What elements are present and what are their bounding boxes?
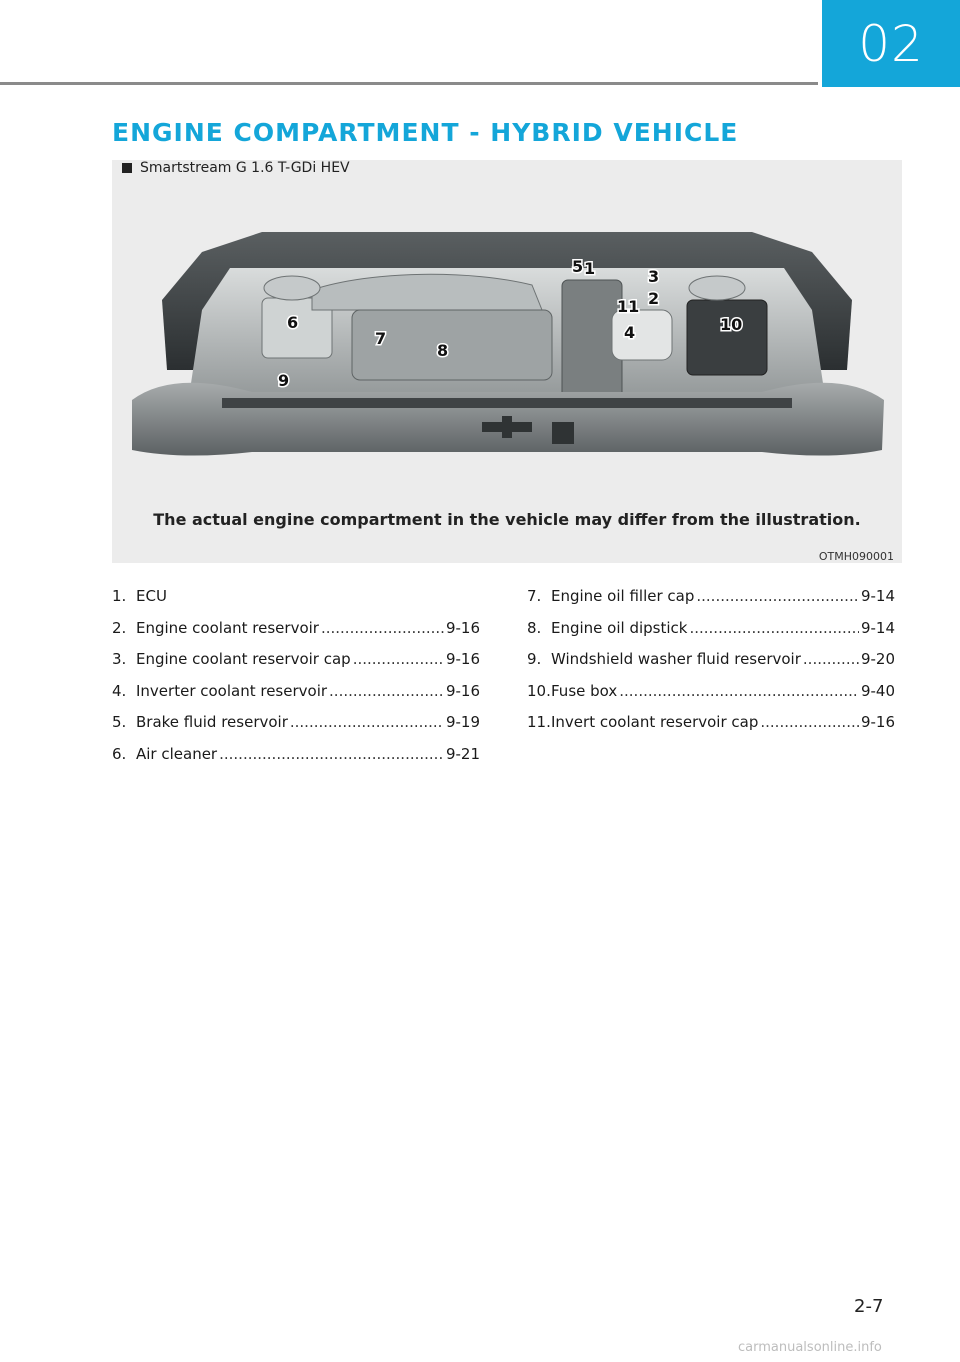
callout-label: 5 — [572, 257, 584, 276]
header-rule — [0, 82, 818, 85]
callout-label: 1 — [584, 259, 596, 278]
list-item — [112, 587, 480, 619]
watermark: carmanualsonline.info — [738, 1340, 882, 1355]
dot-leader — [290, 713, 444, 731]
item-page: 9-19 — [445, 713, 480, 731]
parts-list-left — [112, 587, 480, 776]
item-name: Air cleaner — [136, 744, 218, 763]
fuse-box — [687, 300, 767, 375]
item-name: Invert coolant reservoir cap — [551, 713, 759, 731]
callout-label: 4 — [624, 323, 636, 342]
dot-leader — [219, 745, 444, 763]
engine-figure — [112, 160, 902, 563]
item-page: 9-21 — [445, 744, 480, 763]
item-number: 9. — [527, 650, 542, 668]
item-number: 10. — [527, 681, 551, 700]
list-item — [527, 619, 895, 651]
item-name: ECU — [136, 587, 167, 605]
dot-leader — [329, 682, 444, 700]
list-item — [112, 745, 480, 777]
dot-leader — [321, 619, 444, 637]
callout-label: 10 — [720, 315, 743, 334]
item-name: Engine coolant reservoir cap — [136, 650, 351, 668]
item-name: Engine oil filler cap — [551, 587, 695, 605]
list-item — [112, 650, 480, 682]
coolant-reservoir — [612, 310, 672, 360]
list-item — [527, 650, 895, 682]
item-number: 7. — [527, 587, 542, 605]
item-number: 4. — [112, 681, 127, 700]
section-title: ENGINE COMPARTMENT - HYBRID VEHICLE — [112, 118, 739, 147]
item-name: Inverter coolant reservoir — [136, 681, 328, 700]
item-name: Engine coolant reservoir — [136, 618, 319, 637]
item-number: 3. — [112, 650, 127, 668]
radiator-support — [222, 398, 792, 408]
item-page: 9-14 — [860, 587, 895, 605]
dot-leader — [803, 650, 859, 668]
item-name: Fuse box — [551, 681, 618, 700]
callout-label: 11 — [617, 297, 640, 316]
list-item — [112, 619, 480, 651]
list-item — [527, 713, 895, 745]
chapter-tab: 02 — [822, 0, 960, 87]
item-number: 6. — [112, 744, 127, 763]
figure-caption: The actual engine compartment in the vehicle may differ from the illustration. — [153, 510, 861, 529]
item-page: 9-16 — [445, 681, 480, 700]
parts-list-right — [527, 587, 895, 745]
right-strut-tower — [689, 276, 745, 300]
item-number: 5. — [112, 713, 127, 731]
item-page: 9-16 — [445, 650, 480, 668]
item-name: Windshield washer fluid reservoir — [551, 650, 801, 668]
list-item — [112, 713, 480, 745]
item-page: 9-16 — [860, 713, 895, 731]
item-name: Brake fluid reservoir — [136, 713, 288, 731]
item-page: 9-40 — [860, 681, 895, 700]
engine-illustration — [112, 160, 902, 563]
engine-label-text: Smartstream G 1.6 T-GDi HEV — [140, 160, 350, 176]
dot-leader — [689, 619, 858, 637]
item-number: 1. — [112, 587, 127, 605]
list-item — [112, 682, 480, 714]
item-page: 9-20 — [860, 650, 895, 668]
dot-leader — [353, 650, 444, 668]
item-number: 2. — [112, 618, 127, 637]
callout-label: 3 — [648, 267, 660, 286]
callout-label: 9 — [278, 371, 290, 390]
dot-leader — [760, 713, 859, 731]
figure-code: OTMH090001 — [818, 550, 894, 563]
item-page: 9-14 — [860, 618, 895, 637]
callout-label: 7 — [375, 329, 387, 348]
dot-leader — [619, 682, 859, 700]
item-name: Engine oil dipstick — [551, 618, 688, 637]
item-page: 9-16 — [445, 618, 480, 637]
list-item — [527, 682, 895, 714]
page-number: 2-7 — [854, 1296, 884, 1317]
left-strut-tower — [264, 276, 320, 300]
dot-leader — [696, 587, 859, 605]
callout-label: 2 — [648, 289, 660, 308]
item-number: 11. — [527, 713, 551, 731]
item-number: 8. — [527, 618, 542, 637]
list-item — [527, 587, 895, 619]
callout-label: 8 — [437, 341, 449, 360]
hood-latch — [552, 422, 574, 444]
callout-label: 6 — [287, 313, 299, 332]
